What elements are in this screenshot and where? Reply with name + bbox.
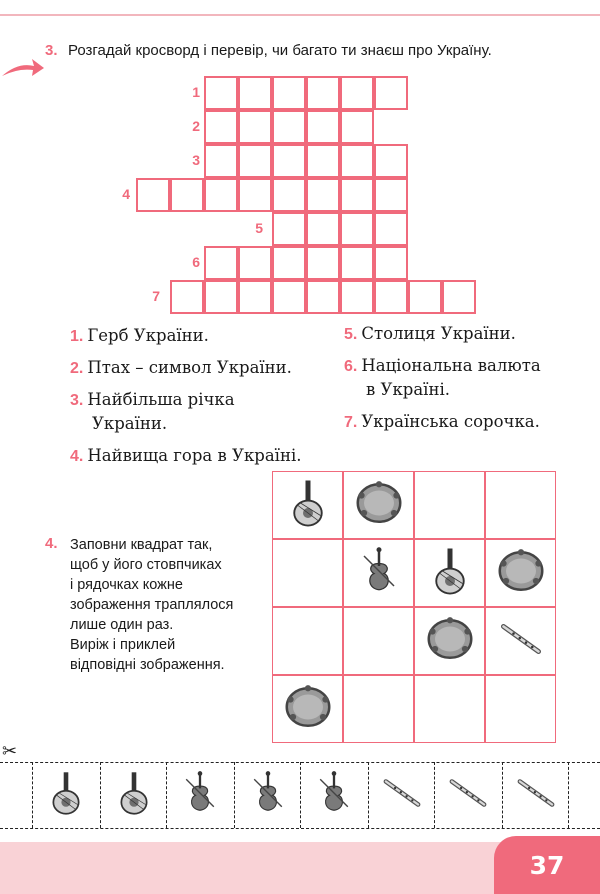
crossword-cell[interactable] bbox=[340, 110, 374, 144]
task4-line: щоб у його стовпчиках bbox=[70, 557, 222, 573]
crossword-cell[interactable] bbox=[272, 280, 306, 314]
clue-line bbox=[70, 356, 292, 381]
clue-line bbox=[344, 354, 541, 379]
tambourine-icon bbox=[283, 682, 333, 736]
grid-cell[interactable] bbox=[414, 607, 485, 675]
clue-number: 7. bbox=[344, 414, 358, 431]
crossword-cell[interactable] bbox=[170, 280, 204, 314]
crossword-row-number: 5 bbox=[255, 220, 263, 236]
crossword-cell[interactable] bbox=[204, 110, 238, 144]
crossword-cell[interactable] bbox=[238, 110, 272, 144]
grid-cell[interactable] bbox=[343, 539, 414, 607]
clue-line bbox=[366, 378, 450, 402]
bandura-icon bbox=[111, 770, 157, 820]
clue-line bbox=[92, 412, 167, 436]
violin-icon bbox=[177, 770, 223, 820]
crossword-cell[interactable] bbox=[306, 76, 340, 110]
grid-cell[interactable] bbox=[272, 539, 343, 607]
crossword-cell[interactable] bbox=[272, 76, 306, 110]
clue-number: 1. bbox=[70, 328, 84, 345]
grid-cell[interactable] bbox=[485, 675, 556, 743]
clue-text: України. bbox=[92, 414, 168, 433]
task4-number: 4. bbox=[45, 535, 58, 552]
task3-number: 3. bbox=[45, 42, 58, 59]
crossword-cell[interactable] bbox=[306, 110, 340, 144]
bandura-icon bbox=[425, 546, 475, 600]
task4-line: Виріж і приклей bbox=[70, 637, 176, 653]
violin-icon bbox=[311, 770, 357, 820]
scissors-icon: ✂ bbox=[2, 741, 18, 762]
crossword-cell[interactable] bbox=[272, 144, 306, 178]
crossword-cell[interactable] bbox=[374, 246, 408, 280]
cutout-card[interactable] bbox=[234, 762, 301, 828]
grid-cell[interactable] bbox=[414, 471, 485, 539]
crossword-cell[interactable] bbox=[136, 178, 170, 212]
crossword-row-number: 6 bbox=[192, 254, 200, 270]
crossword-row-number: 1 bbox=[192, 84, 200, 100]
crossword-row-number: 4 bbox=[122, 186, 130, 202]
cutout-card[interactable] bbox=[368, 762, 435, 828]
page-number: 37 bbox=[529, 850, 565, 880]
crossword-row-number: 7 bbox=[152, 288, 160, 304]
clue-text: Птах – символ України. bbox=[87, 358, 292, 377]
clue-text: в Україні. bbox=[366, 380, 450, 399]
crossword-cell[interactable] bbox=[374, 280, 408, 314]
clue-number: 4. bbox=[70, 448, 84, 465]
crossword-cell[interactable] bbox=[340, 144, 374, 178]
clue-text: Герб України. bbox=[87, 326, 209, 345]
crossword-cell[interactable] bbox=[374, 76, 408, 110]
crossword-cell[interactable] bbox=[238, 178, 272, 212]
top-divider bbox=[0, 14, 600, 16]
arrow-pointer-icon bbox=[0, 56, 44, 80]
clue-line bbox=[344, 410, 540, 435]
crossword-cell[interactable] bbox=[238, 76, 272, 110]
clue-text: Національна валюта bbox=[361, 356, 541, 375]
sopilka-icon bbox=[445, 770, 491, 820]
clue-number: 2. bbox=[70, 360, 84, 377]
crossword-cell[interactable] bbox=[238, 280, 272, 314]
crossword-cell[interactable] bbox=[340, 76, 374, 110]
grid-cell[interactable] bbox=[272, 675, 343, 743]
cutout-card[interactable] bbox=[434, 762, 501, 828]
crossword-cell[interactable] bbox=[272, 212, 306, 246]
crossword-cell[interactable] bbox=[374, 178, 408, 212]
crossword-cell[interactable] bbox=[204, 280, 238, 314]
cut-line-bottom bbox=[0, 828, 600, 829]
task3-instruction: Розгадай кросворд і перевір, чи багато ти знаєш про Україну. bbox=[68, 42, 492, 59]
clue-text: Найвища гора в Україні. bbox=[87, 446, 302, 465]
clue-line bbox=[70, 388, 235, 413]
bandura-icon bbox=[283, 478, 333, 532]
cutout-card[interactable] bbox=[502, 762, 569, 828]
clue-number: 5. bbox=[344, 326, 358, 343]
task4-line: Заповни квадрат так, bbox=[70, 537, 213, 553]
crossword-cell[interactable] bbox=[442, 280, 476, 314]
crossword-cell[interactable] bbox=[306, 212, 340, 246]
grid-cell[interactable] bbox=[272, 471, 343, 539]
crossword-row-number: 3 bbox=[192, 152, 200, 168]
grid-cell[interactable] bbox=[414, 539, 485, 607]
grid-cell[interactable] bbox=[343, 607, 414, 675]
crossword-cell[interactable] bbox=[306, 178, 340, 212]
crossword-cell[interactable] bbox=[340, 246, 374, 280]
cutout-card[interactable] bbox=[300, 762, 367, 828]
crossword-cell[interactable] bbox=[374, 212, 408, 246]
crossword-cell[interactable] bbox=[272, 110, 306, 144]
crossword-cell[interactable] bbox=[204, 76, 238, 110]
clue-line bbox=[70, 444, 301, 469]
crossword-cell[interactable] bbox=[204, 246, 238, 280]
crossword-cell[interactable] bbox=[204, 178, 238, 212]
crossword-cell[interactable] bbox=[204, 144, 238, 178]
crossword-cell[interactable] bbox=[238, 246, 272, 280]
crossword-cell[interactable] bbox=[306, 246, 340, 280]
clue-number: 3. bbox=[70, 392, 84, 409]
clue-text: Столиця України. bbox=[361, 324, 516, 343]
task4-instruction bbox=[70, 535, 270, 675]
crossword-cell[interactable] bbox=[306, 280, 340, 314]
crossword-row-number: 2 bbox=[192, 118, 200, 134]
violin-icon bbox=[354, 546, 404, 600]
clue-line bbox=[70, 324, 209, 349]
grid-cell[interactable] bbox=[485, 471, 556, 539]
clue-number: 6. bbox=[344, 358, 358, 375]
tambourine-icon bbox=[496, 546, 546, 600]
tambourine-icon bbox=[425, 614, 475, 668]
violin-icon bbox=[245, 770, 291, 820]
grid-cell[interactable] bbox=[343, 675, 414, 743]
crossword-cell[interactable] bbox=[340, 178, 374, 212]
clue-line bbox=[344, 322, 516, 347]
crossword-cell[interactable] bbox=[170, 178, 204, 212]
grid-cell[interactable] bbox=[485, 607, 556, 675]
grid-cell[interactable] bbox=[343, 471, 414, 539]
crossword-cell[interactable] bbox=[340, 212, 374, 246]
task4-line: відповідні зображення. bbox=[70, 657, 225, 673]
grid-cell[interactable] bbox=[272, 607, 343, 675]
page-number-tab bbox=[494, 836, 600, 894]
cutout-card[interactable] bbox=[100, 762, 167, 828]
task4-line: лише один раз. bbox=[70, 617, 174, 633]
grid-cell[interactable] bbox=[414, 675, 485, 743]
sopilka-icon bbox=[379, 770, 425, 820]
crossword-cell[interactable] bbox=[238, 144, 272, 178]
crossword-cell[interactable] bbox=[306, 144, 340, 178]
clue-text: Найбільша річка bbox=[87, 390, 235, 409]
cutout-card[interactable] bbox=[32, 762, 99, 828]
task4-line: і рядочках кожне bbox=[70, 577, 183, 593]
crossword-cell[interactable] bbox=[272, 246, 306, 280]
crossword-cell[interactable] bbox=[374, 144, 408, 178]
clue-text: Українська сорочка. bbox=[361, 412, 540, 431]
cut-separator bbox=[568, 762, 569, 828]
tambourine-icon bbox=[354, 478, 404, 532]
crossword-cell[interactable] bbox=[408, 280, 442, 314]
crossword-cell[interactable] bbox=[272, 178, 306, 212]
bandura-icon bbox=[43, 770, 89, 820]
grid-cell[interactable] bbox=[485, 539, 556, 607]
cutout-card[interactable] bbox=[166, 762, 233, 828]
task4-line: зображення траплялося bbox=[70, 597, 234, 613]
sopilka-icon bbox=[496, 614, 546, 668]
crossword-cell[interactable] bbox=[340, 280, 374, 314]
sopilka-icon bbox=[513, 770, 559, 820]
